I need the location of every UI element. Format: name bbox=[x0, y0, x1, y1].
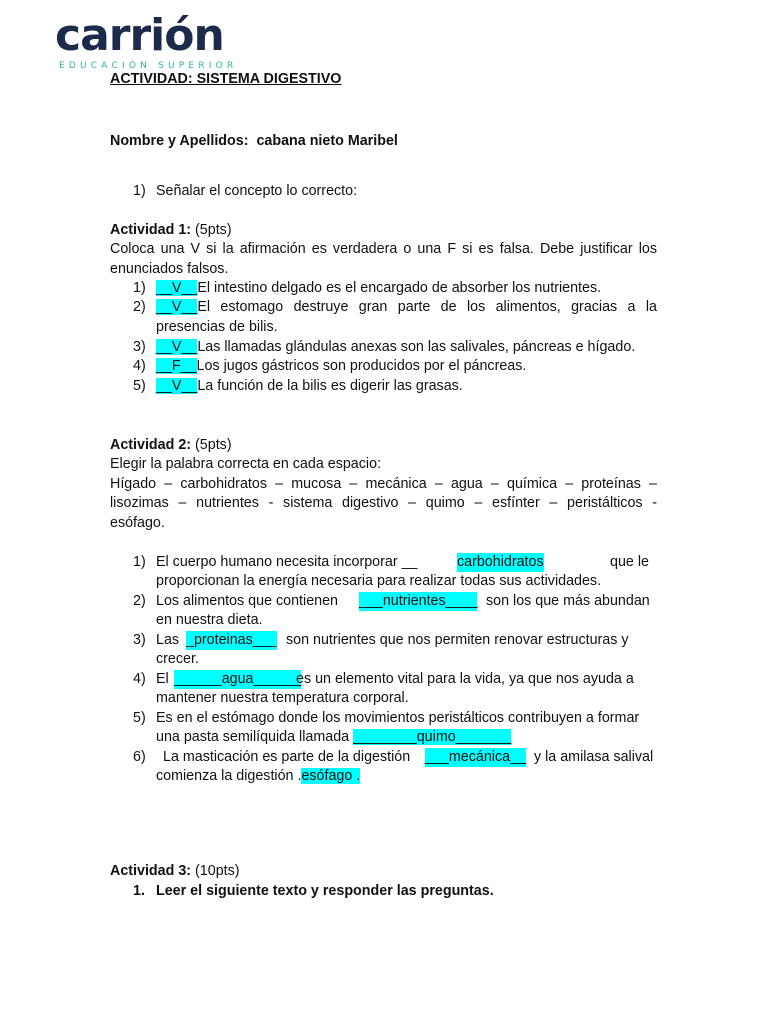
student-label: Nombre y Apellidos: bbox=[110, 133, 249, 149]
a2-item-line2: crecer. bbox=[156, 651, 199, 667]
activity3-heading: Actividad 3: bbox=[110, 863, 192, 879]
a2-item-line2: en nuestra dieta. bbox=[156, 612, 263, 628]
activity2-heading-line bbox=[110, 436, 232, 455]
a1-item-number: 5) bbox=[133, 378, 146, 394]
a1-item bbox=[156, 298, 657, 317]
word-bank-line: Hígado – carbohidratos – mucosa – mecánica – agua – química – proteínas – bbox=[110, 476, 657, 492]
a2-item-before: El bbox=[156, 671, 169, 687]
a2-item-before: La masticación es parte de la digestión bbox=[163, 749, 411, 765]
page-title: ACTIVIDAD: SISTEMA DIGESTIVO bbox=[110, 71, 342, 87]
a1-item-number: 1) bbox=[133, 280, 146, 296]
a2-item-before: Los alimentos que contienen bbox=[156, 593, 339, 609]
a2-item-after: son nutrientes que nos permiten renovar estructuras y bbox=[286, 632, 629, 648]
a2-answer: ______agua______ bbox=[174, 671, 302, 687]
a1-answer: __V__ bbox=[156, 299, 198, 315]
intro-text: Señalar el concepto lo correcto: bbox=[156, 183, 358, 199]
a1-item bbox=[156, 279, 601, 298]
a1-text: La función de la bilis es digerir las grasas. bbox=[197, 378, 463, 394]
logo-tagline: EDUCACIÓN SUPERIOR bbox=[59, 61, 238, 71]
a2-item-number: 4) bbox=[133, 671, 146, 687]
a2-item-number: 5) bbox=[133, 710, 146, 726]
a2-item-number: 3) bbox=[133, 632, 146, 648]
a2-item-after: es un elemento vital para la vida, ya que nos ayuda a bbox=[296, 671, 634, 687]
a2-answer: ___nutrientes____ bbox=[359, 593, 478, 609]
a2-answer: carbohidratos bbox=[457, 554, 544, 570]
a3-item-text: Leer el siguiente texto y responder las preguntas. bbox=[156, 883, 494, 899]
activity2-points: (5pts) bbox=[195, 437, 232, 453]
a1-item bbox=[156, 377, 463, 396]
student-line bbox=[110, 132, 398, 151]
activity1-instruction-1: Coloca una V si la afirmación es verdadera o una F si es falsa. Debe justificar los bbox=[110, 241, 657, 257]
a2-item-before: Es en el estómago donde los movimientos peristálticos contribuyen a formar bbox=[156, 710, 640, 726]
word-bank-line: lisozimas – nutrientes - sistema digestivo – quimo – esfínter – peristálticos - bbox=[110, 495, 657, 511]
a1-answer: __V__ bbox=[156, 339, 198, 355]
activity3-heading-line bbox=[110, 862, 240, 881]
a1-answer: __F__ bbox=[156, 358, 197, 374]
activity2-heading: Actividad 2: bbox=[110, 437, 192, 453]
a1-text: Los jugos gástricos son producidos por el páncreas. bbox=[196, 358, 527, 374]
a2-item-line2-text: comienza la digestión . bbox=[156, 768, 302, 784]
a2-item-before: El cuerpo humano necesita incorporar __ bbox=[156, 554, 418, 570]
a1-text: Las llamadas glándulas anexas son las salivales, páncreas e hígado. bbox=[197, 339, 636, 355]
a2-answer: esófago . bbox=[301, 768, 361, 784]
activity2-instruction: Elegir la palabra correcta en cada espacio: bbox=[110, 456, 382, 472]
a2-item-line2: proporcionan la energía necesaria para realizar todas sus actividades. bbox=[156, 573, 602, 589]
a2-item-after: son los que más abundan bbox=[486, 593, 650, 609]
a1-item bbox=[156, 338, 635, 357]
a1-item-number: 2) bbox=[133, 299, 146, 315]
a2-item-number: 6) bbox=[133, 749, 146, 765]
activity1-heading-line bbox=[110, 221, 232, 240]
a2-item-number: 1) bbox=[133, 554, 146, 570]
a1-text: El estomago destruye gran parte de los alimentos, gracias a la bbox=[197, 299, 657, 315]
a2-answer: ___mecánica__ bbox=[425, 749, 526, 765]
activity1-instruction-2: enunciados falsos. bbox=[110, 261, 229, 277]
a2-item-after: que le bbox=[610, 554, 649, 570]
a1-answer: __V__ bbox=[156, 280, 198, 296]
a1-text-continued: presencias de bilis. bbox=[156, 319, 278, 335]
activity3-points: (10pts) bbox=[195, 863, 240, 879]
a1-text: El intestino delgado es el encargado de absorber los nutrientes. bbox=[197, 280, 602, 296]
a2-answer: _proteinas___ bbox=[186, 632, 277, 648]
activity1-heading: Actividad 1: bbox=[110, 222, 192, 238]
a2-item-line2: mantener nuestra temperatura corporal. bbox=[156, 690, 409, 706]
a1-item-number: 4) bbox=[133, 358, 146, 374]
a2-item-after: y la amilasa salival bbox=[534, 749, 654, 765]
a2-item-line2 bbox=[156, 728, 511, 747]
a2-answer: ________quimo_______ bbox=[353, 729, 512, 745]
a2-item-before: Las bbox=[156, 632, 180, 648]
a1-item bbox=[156, 357, 526, 376]
a3-item-number: 1. bbox=[133, 883, 145, 899]
logo-brand: carrión bbox=[55, 10, 224, 61]
a1-answer: __V__ bbox=[156, 378, 198, 394]
activity1-points: (5pts) bbox=[195, 222, 232, 238]
student-name: cabana nieto Maribel bbox=[256, 133, 398, 149]
a2-item-number: 2) bbox=[133, 593, 146, 609]
carrion-logo bbox=[55, 10, 238, 71]
intro-number: 1) bbox=[133, 183, 146, 199]
a1-item-number: 3) bbox=[133, 339, 146, 355]
a2-item-line2 bbox=[156, 767, 360, 786]
word-bank-line: esófago. bbox=[110, 515, 165, 531]
a2-item-line2-text: una pasta semilíquida llamada bbox=[156, 729, 350, 745]
